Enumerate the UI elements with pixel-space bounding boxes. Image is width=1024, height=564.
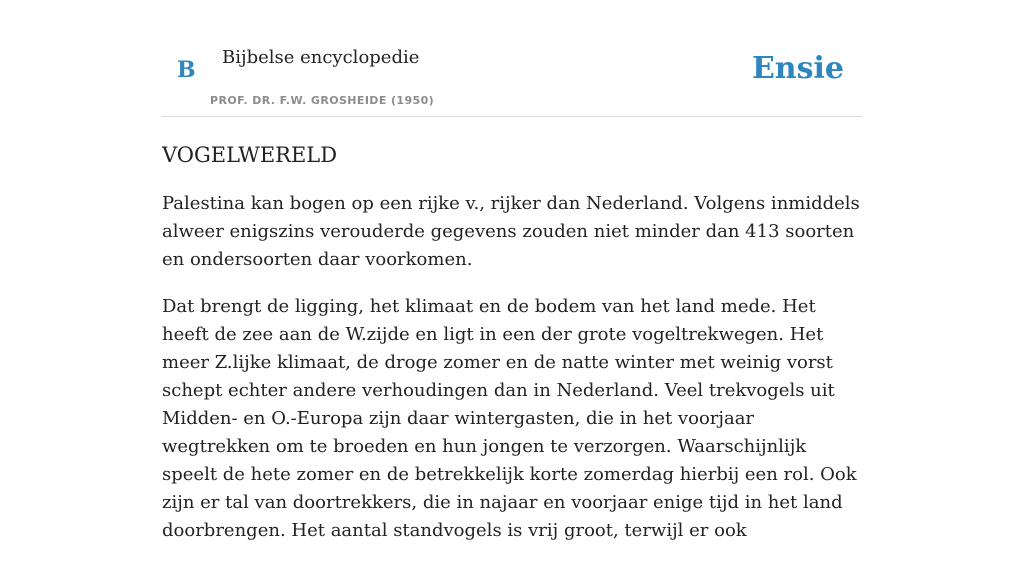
book-header bbox=[162, 0, 862, 117]
brand-logo-link[interactable]: Ensie bbox=[751, 51, 844, 86]
book-author: PROF. DR. F.W. GROSHEIDE (1950) bbox=[210, 94, 435, 107]
book-initial-icon: B bbox=[177, 57, 196, 83]
article-paragraph-1: Palestina kan bogen op een rijke v., rijker dan Nederland. Volgens inmiddels alweer enigszins verouderde gegevens zouden niet minder dan 413 soorten en ondersoorten daar voorkomen. bbox=[162, 193, 860, 270]
article-title: VOGELWERELD bbox=[162, 143, 338, 167]
book-title[interactable]: Bijbelse encyclopedie bbox=[222, 47, 420, 68]
article-paragraph-2: Dat brengt de ligging, het klimaat en de bodem van het land mede. Het heeft de zee aan de W.zijde en ligt in een der grote vogeltrekwegen. Het meer Z.lijke klimaat, de droge zomer en de natte winter met weinig vorst schept echter andere verhoudingen dan in Nederland. Veel trekvogels uit Midden- en O.-Europa zijn daar wintergasten, die in het voorjaar wegtrekken om te broeden en hun jongen te verzorgen. Waarschijnlijk speelt de hete zomer en de betrekkelijk korte zomerdag hierbij een rol. Ook zijn er tal van doortrekkers, die in najaar en voorjaar enige tijd in het land doorbrengen. Het aantal standvogels is vrij groot, terwijl er ook bbox=[162, 296, 857, 541]
article-content bbox=[162, 140, 862, 564]
